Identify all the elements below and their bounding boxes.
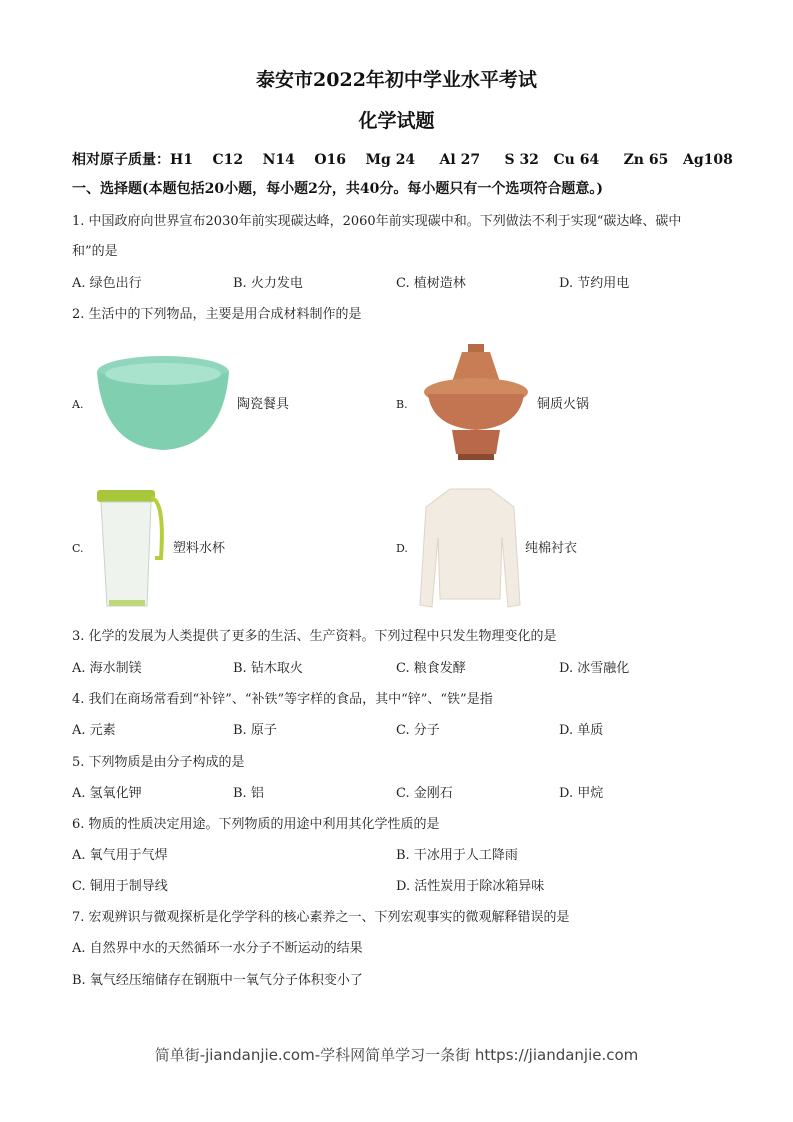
q5-option-d: D. 甲烷 — [559, 786, 604, 801]
q5-option-c: C. 金刚石 — [396, 786, 453, 801]
q6-option-a: A. 氧气用于气焊 — [72, 848, 168, 863]
q2-option-c-letter: C. — [72, 542, 84, 555]
q1-stem: 1. 中国政府向世界宣布2030年前实现碳达峰，2060年前实现碳中和。下列做法不利于实现“碳达峰、碳中 — [72, 214, 682, 229]
plastic-cup-image — [95, 488, 167, 610]
q7-option-b: B. 氧气经压缩储存在钢瓶中一氧气分子体积变小了 — [72, 973, 363, 988]
q4-option-d: D. 单质 — [559, 723, 604, 738]
copper-hotpot-image — [418, 342, 533, 464]
page-subtitle: 化学试题 — [358, 110, 435, 132]
q4-option-c: C. 分子 — [396, 723, 440, 738]
q4-option-a: A. 元素 — [72, 723, 116, 738]
ceramic-bowl-image — [95, 352, 233, 457]
section-heading: 一、选择题(本题包括20小题，每小题2分，共40分。每小题只有一个选项符合题意。) — [72, 181, 603, 197]
q6-stem: 6. 物质的性质决定用途。下列物质的用途中利用其化学性质的是 — [72, 817, 440, 832]
q6-option-b: B. 干冰用于人工降雨 — [396, 848, 518, 863]
q1-stem-cont: 和”的是 — [72, 244, 118, 259]
q1-option-b: B. 火力发电 — [233, 276, 303, 291]
q3-option-c: C. 粮食发酵 — [396, 661, 466, 676]
q6-option-d: D. 活性炭用于除冰箱异味 — [396, 879, 545, 894]
q2-option-b-letter: B. — [396, 398, 408, 411]
q2-option-a-letter: A. — [72, 398, 84, 411]
q2-stem: 2. 生活中的下列物品，主要是用合成材料制作的是 — [72, 307, 362, 322]
q4-stem: 4. 我们在商场常看到“补锌”、“补铁”等字样的食品，其中“锌”、“铁”是指 — [72, 692, 493, 707]
page-title: 泰安市2022年初中学业水平考试 — [256, 69, 537, 91]
q7-stem: 7. 宏观辨识与微观探析是化学学科的核心素养之一、下列宏观事实的微观解释错误的是 — [72, 910, 570, 925]
footer-watermark: 简单街-jiandanjie.com-学科网简单学习一条街 https://jiandanjie.com — [154, 1046, 639, 1064]
q5-option-a: A. 氢氧化钾 — [72, 786, 142, 801]
q2-option-b-label: 铜质火锅 — [537, 397, 590, 412]
q2-option-a-label: 陶瓷餐具 — [237, 397, 290, 412]
q5-stem: 5. 下列物质是由分子构成的是 — [72, 755, 245, 770]
q6-option-c: C. 铜用于制导线 — [72, 879, 168, 894]
q3-option-d: D. 冰雪融化 — [559, 661, 630, 676]
q3-option-a: A. 海水制镁 — [72, 661, 142, 676]
cotton-shirt-image — [418, 487, 522, 611]
q1-option-d: D. 节约用电 — [559, 276, 630, 291]
q2-option-d-label: 纯棉衬衣 — [525, 541, 578, 556]
q2-option-c-label: 塑料水杯 — [173, 541, 226, 556]
q4-option-b: B. 原子 — [233, 723, 277, 738]
q1-option-c: C. 植树造林 — [396, 276, 466, 291]
q7-option-a: A. 自然界中水的天然循环一水分子不断运动的结果 — [72, 941, 363, 956]
q1-option-a: A. 绿色出行 — [72, 276, 142, 291]
q3-stem: 3. 化学的发展为人类提供了更多的生活、生产资料。下列过程中只发生物理变化的是 — [72, 629, 557, 644]
q2-option-d-letter: D. — [396, 542, 408, 555]
q5-option-b: B. 铝 — [233, 786, 264, 801]
q3-option-b: B. 钻木取火 — [233, 661, 303, 676]
atomic-masses: 相对原子质量：H1 C12 N14 O16 Mg 24 Al 27 S 32 Cu 64 Zn 65 Ag108 — [72, 152, 733, 168]
